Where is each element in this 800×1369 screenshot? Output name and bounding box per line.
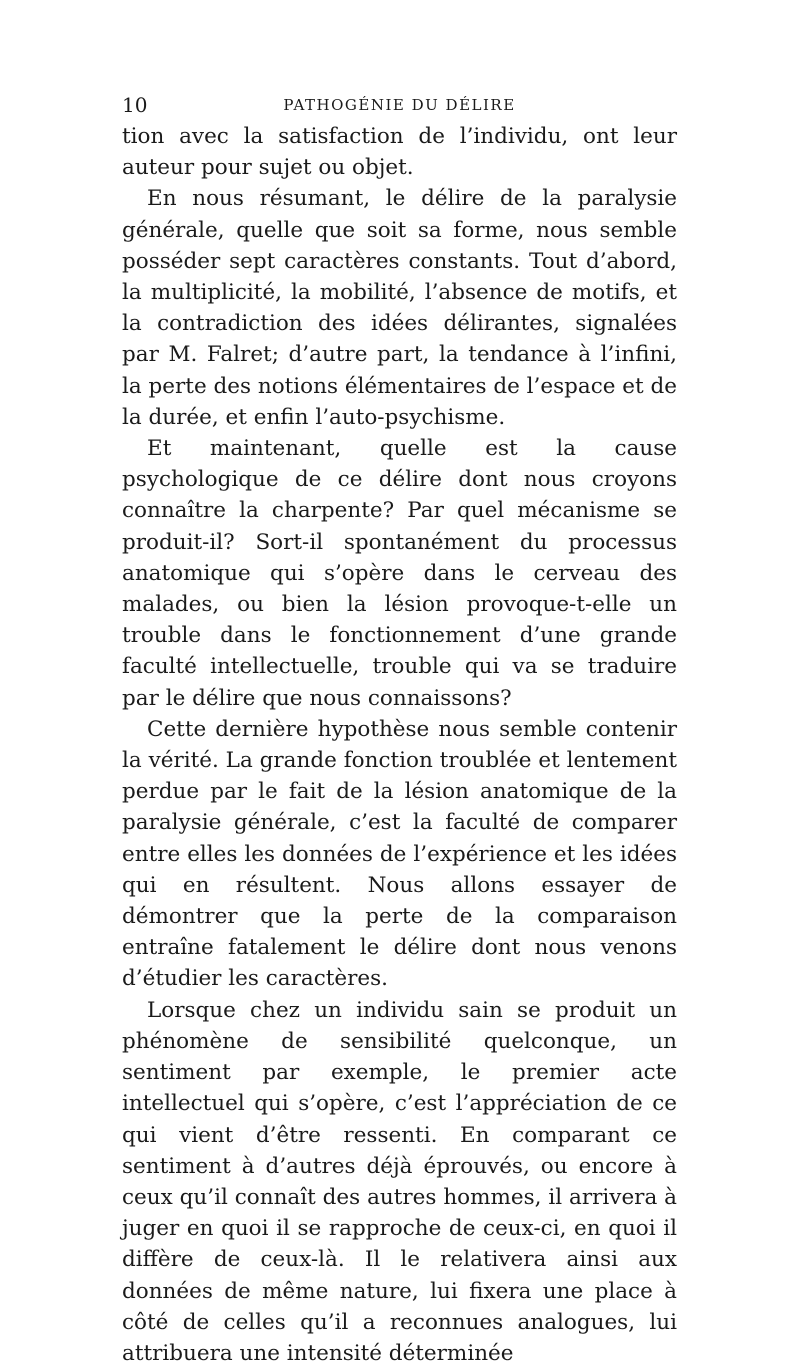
page-number: 10 (122, 93, 148, 117)
paragraph-continuation: tion avec la satisfaction de l’individu, ont leur auteur pour sujet ou objet. (122, 124, 677, 181)
paragraph-healthy-individual: Lorsque chez un individu sain se produit un phénomène de sensibilité quelconque, un sentiment par exemple, le premier acte intellectuel qui s’opère, c’est l’appréciation de ce qui vient d’être ressenti. En comparant ce sentiment à d’autres déjà éprouvés, ou encore à ceux qu’il connaît des autres hommes, il arrivera à juger en quoi il se rapproche de ceux-ci, en quoi il diffère de ceux-là. Il le relativera ainsi aux données de même nature, lui fixera une place à côté de celles qu’il a reconnues analogues, lui attribuera une intensité déterminée (122, 997, 677, 1366)
paragraph-psychological-cause: Et maintenant, quelle est la cause psychologique de ce délire dont nous croyons connaître la charpente? Par quel mécanisme se produit-il? Sort-il spontanément du processus anatomique qui s’opère dans le cerveau des malades, ou bien la lésion provoque-t-elle un trouble dans le fonctionnement d’une grande faculté intellectuelle, trouble qui va se traduire par le délire que nous connaissons? (122, 436, 677, 711)
paragraph-summary-seven-characters: En nous résumant, le délire de la paralysie générale, quelle que soit sa forme, nous semble posséder sept caractères constants. Tout d’abord, la multiplicité, la mobilité, l’absence de motifs, et la contradiction des idées délirantes, signalées par M. Falret; d’autre part, la tendance à l’infini, la perte des notions élémentaires de l’espace et de la durée, et enfin l’auto-psychisme. (122, 186, 677, 430)
running-title: PATHOGÉNIE DU DÉLIRE (283, 96, 516, 114)
running-head (122, 92, 677, 118)
body-text (122, 121, 677, 1369)
paragraph-hypothesis-comparison: Cette dernière hypothèse nous semble contenir la vérité. La grande fonction troublée et lentement perdue par le fait de la lésion anatomique de la paralysie générale, c’est la faculté de comparer entre elles les données de l’expérience et les idées qui en résultent. Nous allons essayer de démontrer que la perte de la comparaison entraîne fatalement le délire dont nous venons d’étudier les caractères. (122, 716, 677, 992)
